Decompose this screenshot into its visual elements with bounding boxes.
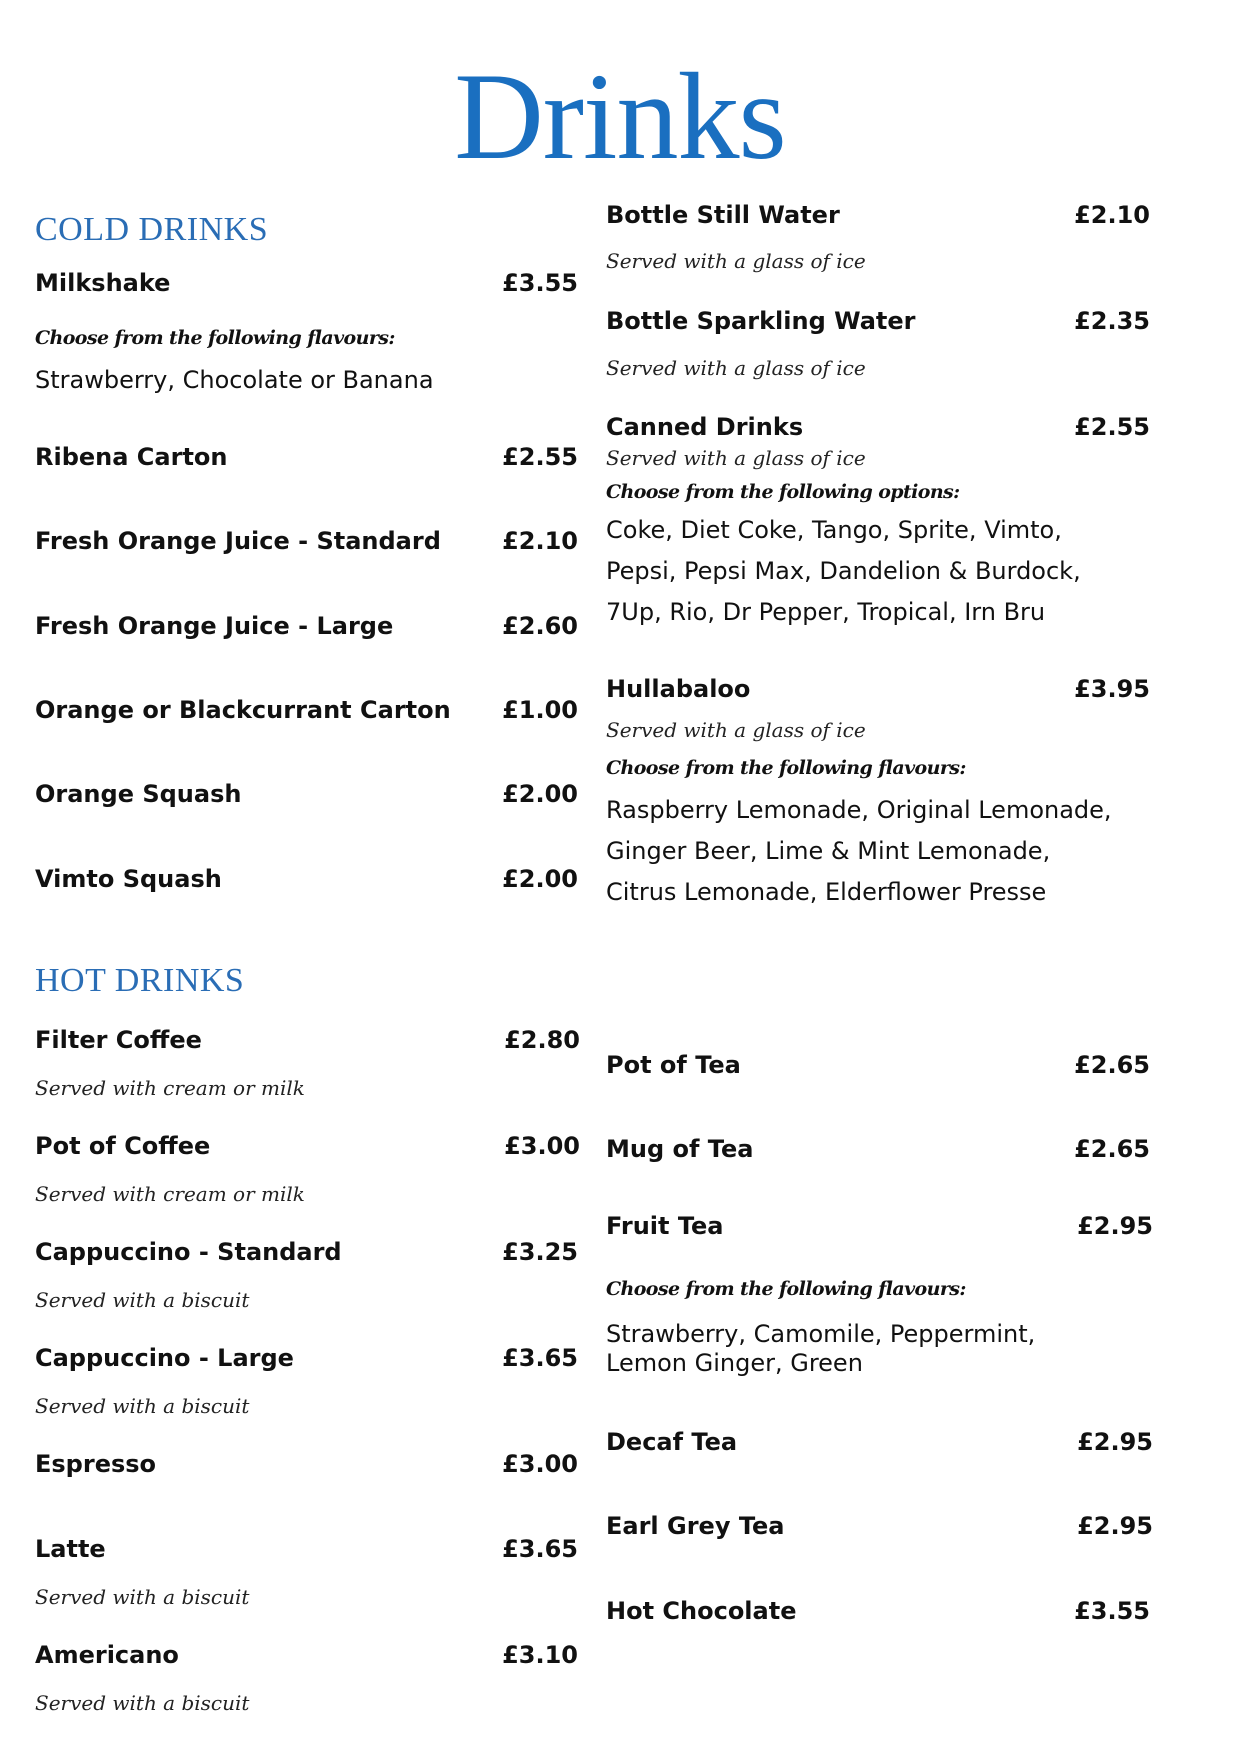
espresso-price: £3.00	[502, 1450, 578, 1478]
cappuccino-large-note: Served with a biscuit	[35, 1394, 250, 1418]
americano-note: Served with a biscuit	[35, 1691, 250, 1715]
decaf-tea-price: £2.95	[1077, 1428, 1153, 1456]
filter-coffee-price: £2.80	[504, 1026, 580, 1054]
hullabaloo-choose-label: Choose from the following flavours:	[606, 757, 966, 779]
canned-drinks-name: Canned Drinks	[606, 413, 804, 441]
oj-standard-price: £2.10	[502, 527, 578, 555]
hullabaloo-note: Served with a glass of ice	[606, 718, 866, 742]
milkshake-options: Strawberry, Chocolate or Banana	[35, 366, 434, 394]
still-water-price: £2.10	[1074, 201, 1150, 229]
americano-name: Americano	[35, 1641, 179, 1669]
cappuccino-standard-name: Cappuccino - Standard	[35, 1238, 342, 1266]
ribena-name: Ribena Carton	[35, 443, 228, 471]
espresso-name: Espresso	[35, 1450, 157, 1478]
mug-tea-name: Mug of Tea	[606, 1135, 754, 1163]
pot-tea-name: Pot of Tea	[606, 1051, 741, 1079]
mug-tea-price: £2.65	[1074, 1135, 1150, 1163]
ribena-price: £2.55	[502, 443, 578, 471]
fruit-tea-options: Strawberry, Camomile, Peppermint, Lemon Ginger, Green	[606, 1320, 1036, 1377]
decaf-tea-name: Decaf Tea	[606, 1428, 738, 1456]
pot-coffee-price: £3.00	[504, 1132, 580, 1160]
still-water-name: Bottle Still Water	[606, 201, 840, 229]
latte-name: Latte	[35, 1535, 106, 1563]
still-water-note: Served with a glass of ice	[606, 249, 866, 273]
cappuccino-standard-note: Served with a biscuit	[35, 1288, 250, 1312]
sparkling-water-price: £2.35	[1074, 307, 1150, 335]
carton-name: Orange or Blackcurrant Carton	[35, 696, 451, 724]
hot-drinks-heading: HOT DRINKS	[35, 962, 245, 999]
canned-drinks-price: £2.55	[1074, 413, 1150, 441]
cappuccino-large-price: £3.65	[502, 1344, 578, 1372]
carton-price: £1.00	[502, 696, 578, 724]
sparkling-water-note: Served with a glass of ice	[606, 356, 866, 380]
vimto-squash-name: Vimto Squash	[35, 865, 222, 893]
orange-squash-price: £2.00	[502, 780, 578, 808]
earl-grey-price: £2.95	[1077, 1512, 1153, 1540]
cold-drinks-heading: COLD DRINKS	[35, 211, 269, 248]
fruit-tea-choose-label: Choose from the following flavours:	[606, 1278, 966, 1300]
earl-grey-name: Earl Grey Tea	[606, 1512, 785, 1540]
hullabaloo-name: Hullabaloo	[606, 675, 751, 703]
filter-coffee-note: Served with cream or milk	[35, 1076, 305, 1100]
oj-standard-name: Fresh Orange Juice - Standard	[35, 527, 441, 555]
fruit-tea-name: Fruit Tea	[606, 1212, 724, 1240]
sparkling-water-name: Bottle Sparkling Water	[606, 307, 916, 335]
latte-note: Served with a biscuit	[35, 1585, 250, 1609]
orange-squash-name: Orange Squash	[35, 780, 242, 808]
milkshake-choose-label: Choose from the following flavours:	[35, 327, 395, 349]
canned-drinks-options: Coke, Diet Coke, Tango, Sprite, Vimto, Pepsi, Pepsi Max, Dandelion & Burdock, 7Up, Rio, Dr Pepper, Tropical, Irn Bru	[606, 516, 1081, 626]
oj-large-name: Fresh Orange Juice - Large	[35, 612, 394, 640]
vimto-squash-price: £2.00	[502, 865, 578, 893]
filter-coffee-name: Filter Coffee	[35, 1026, 202, 1054]
cappuccino-standard-price: £3.25	[502, 1238, 578, 1266]
milkshake-price: £3.55	[502, 269, 578, 297]
latte-price: £3.65	[502, 1535, 578, 1563]
milkshake-name: Milkshake	[35, 269, 171, 297]
hullabaloo-price: £3.95	[1074, 675, 1150, 703]
hot-chocolate-price: £3.55	[1074, 1597, 1150, 1625]
americano-price: £3.10	[502, 1641, 578, 1669]
pot-tea-price: £2.65	[1074, 1051, 1150, 1079]
hot-chocolate-name: Hot Chocolate	[606, 1597, 797, 1625]
page-title: Drinks	[454, 48, 786, 185]
fruit-tea-price: £2.95	[1077, 1212, 1153, 1240]
canned-drinks-choose-label: Choose from the following options:	[606, 481, 960, 503]
pot-coffee-note: Served with cream or milk	[35, 1182, 305, 1206]
cappuccino-large-name: Cappuccino - Large	[35, 1344, 294, 1372]
oj-large-price: £2.60	[502, 612, 578, 640]
hullabaloo-options: Raspberry Lemonade, Original Lemonade, Ginger Beer, Lime & Mint Lemonade, Citrus Lemonade, Elderflower Presse	[606, 796, 1112, 906]
pot-coffee-name: Pot of Coffee	[35, 1132, 211, 1160]
canned-drinks-note: Served with a glass of ice	[606, 446, 866, 470]
